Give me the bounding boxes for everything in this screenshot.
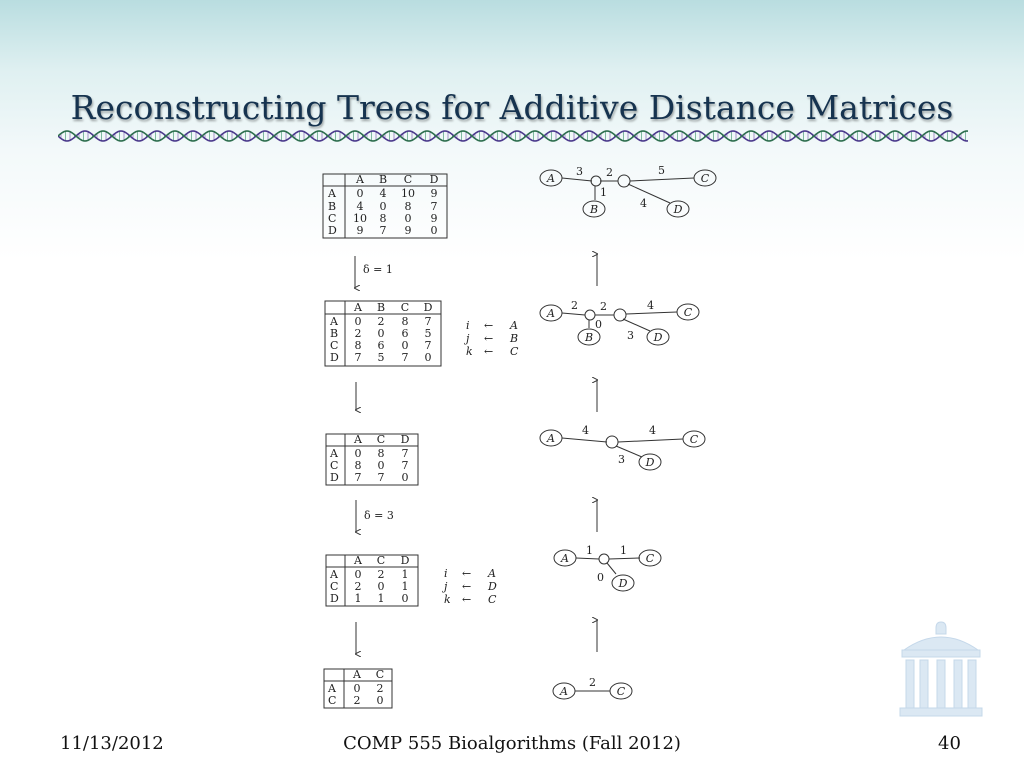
internal-node: [591, 176, 601, 186]
assign-value: A: [510, 319, 518, 332]
distance-matrix-1: [323, 173, 447, 238]
footer-course: COMP 555 Bioalgorithms (Fall 2012): [343, 733, 681, 754]
tree-4-labels: [560, 544, 655, 590]
matrix-cell: 0: [430, 224, 438, 237]
assign-var: i: [466, 319, 470, 332]
matrix-cell: 0: [379, 200, 387, 213]
matrix-cell: 8: [379, 212, 387, 225]
matrix-cell: 2: [377, 568, 385, 581]
matrix-cell: 0: [377, 327, 385, 340]
matrix-header: A: [354, 433, 362, 446]
node-label: A: [560, 685, 568, 698]
node-label: C: [700, 172, 710, 185]
edge-weight: 2: [600, 300, 607, 313]
matrix-cell: 10: [353, 212, 367, 225]
node-label: C: [683, 306, 693, 319]
assign-var: k: [444, 593, 451, 606]
matrix-cell: 7: [401, 459, 409, 472]
matrix-cell: 0: [356, 187, 364, 200]
node-label: C: [689, 433, 699, 446]
edge-weight: 3: [576, 165, 583, 178]
tree-5-labels: [559, 676, 626, 698]
tree-1-labels: [546, 164, 710, 216]
matrix-cell: 2: [377, 315, 385, 328]
matrix-row-label: A: [330, 568, 338, 581]
matrix-cell: 0: [401, 339, 409, 352]
node-label: C: [645, 552, 655, 565]
footer-page-number: 40: [938, 733, 961, 754]
dna-helix-decoration: [58, 128, 968, 144]
matrix-row-label: D: [328, 224, 337, 237]
matrix-cell: 4: [356, 200, 364, 213]
edge-weight: 2: [606, 166, 613, 179]
edge-weight: 1: [620, 544, 627, 557]
node-label: D: [673, 203, 683, 216]
assign-value: C: [510, 345, 519, 358]
matrix-header: B: [376, 301, 386, 314]
assign-var: k: [466, 345, 473, 358]
matrix-cell: 7: [354, 351, 362, 364]
assign-arrow: ←: [462, 567, 472, 580]
matrix-cell: 0: [353, 682, 361, 695]
distance-matrix-2: [325, 301, 441, 366]
matrix-cell: 6: [377, 339, 385, 352]
node-label: A: [561, 552, 569, 565]
matrix-header: D: [429, 173, 439, 186]
assign-value: D: [488, 580, 497, 593]
assignment-block-1: [463, 319, 519, 358]
assign-value: A: [488, 567, 496, 580]
internal-node: [585, 310, 595, 320]
matrix-cell: 2: [376, 682, 384, 695]
node-label: B: [589, 203, 599, 216]
tree-1: [540, 170, 716, 217]
assign-var: j: [466, 332, 470, 345]
matrix-cell: 0: [401, 471, 409, 484]
matrix-cell: 7: [401, 447, 409, 460]
matrix-cell: 7: [424, 315, 432, 328]
matrix-row-label: D: [330, 351, 339, 364]
matrix-cell: 7: [379, 224, 387, 237]
dna-divider: [58, 128, 968, 148]
internal-node: [618, 175, 630, 187]
matrix-cell: 7: [377, 471, 385, 484]
matrix-row-label: A: [328, 682, 336, 695]
matrix-header: A: [354, 301, 362, 314]
matrix-cell: 10: [401, 187, 415, 200]
node-label: A: [547, 432, 555, 445]
matrix-cell: 2: [354, 580, 362, 593]
matrix-cell: 2: [353, 694, 361, 707]
matrix-row-label: C: [330, 580, 339, 593]
matrix-cell: 0: [354, 568, 362, 581]
matrix-cell: 0: [377, 459, 385, 472]
matrix-cell: 8: [401, 315, 409, 328]
matrix-cell: 0: [376, 694, 384, 707]
matrix-header: D: [400, 433, 410, 446]
edge-weight: 1: [586, 544, 593, 557]
matrix-row-label: C: [328, 212, 337, 225]
matrix-row-label: D: [330, 592, 339, 605]
assign-value: C: [488, 593, 497, 606]
assign-arrow: ←: [484, 319, 494, 332]
matrix-row-label: C: [330, 459, 339, 472]
matrix-header: C: [376, 433, 386, 446]
assign-arrow: ←: [484, 345, 494, 358]
distance-matrix-5: [324, 668, 392, 708]
edge-weight: 0: [595, 318, 602, 331]
edge-weight: 2: [589, 676, 596, 689]
old-well-icon: [896, 620, 986, 720]
matrix-cell: 0: [354, 447, 362, 460]
tree-reconstruction-figure: [300, 160, 730, 719]
edge-weight: 1: [600, 186, 607, 199]
delta-label: δ = 3: [364, 509, 394, 522]
distance-matrix-3: [326, 433, 418, 485]
footer-date: 11/13/2012: [60, 733, 164, 754]
matrix-cell: 0: [401, 592, 409, 605]
matrix-cell: 8: [354, 459, 362, 472]
matrix-cell: 9: [430, 212, 438, 225]
delta-label: δ = 1: [363, 263, 393, 276]
internal-node: [606, 436, 618, 448]
matrix-cell: 1: [354, 592, 362, 605]
assign-value: B: [510, 332, 519, 345]
node-label: A: [547, 172, 555, 185]
matrix-cell: 5: [424, 327, 432, 340]
edge-weight: 2: [571, 299, 578, 312]
matrix-cell: 7: [424, 339, 432, 352]
node-label: A: [547, 307, 555, 320]
matrix-header: D: [400, 554, 410, 567]
node-label: D: [653, 331, 663, 344]
matrix-cell: 1: [401, 580, 409, 593]
edge-weight: 4: [649, 424, 656, 437]
matrix-cell: 1: [377, 592, 385, 605]
assign-var: i: [444, 567, 448, 580]
edge-weight: 4: [640, 197, 647, 210]
node-label: B: [584, 331, 594, 344]
edge-weight: 0: [597, 571, 604, 584]
matrix-row-label: A: [330, 447, 338, 460]
node-label: D: [645, 456, 655, 469]
matrix-cell: 9: [430, 187, 438, 200]
matrix-cell: 0: [404, 212, 412, 225]
matrix-cell: 7: [354, 471, 362, 484]
matrix-header: C: [375, 668, 385, 681]
matrix-row-label: B: [328, 200, 337, 213]
matrix-header: A: [353, 668, 361, 681]
assign-arrow: ←: [484, 332, 494, 345]
matrix-header: C: [403, 173, 413, 186]
matrix-header: A: [356, 173, 364, 186]
old-well-logo: [896, 620, 986, 724]
edge-weight: 4: [647, 299, 654, 312]
assignment-block-2: [441, 567, 497, 606]
matrix-cell: 0: [424, 351, 432, 364]
matrix-row-label: B: [330, 327, 339, 340]
matrix-header: A: [354, 554, 362, 567]
matrix-row-label: A: [330, 315, 338, 328]
matrix-cell: 0: [354, 315, 362, 328]
distance-matrix-4: [326, 554, 418, 606]
tree-2-labels: [546, 299, 693, 344]
assign-arrow: ←: [462, 593, 472, 606]
matrix-cell: 7: [401, 351, 409, 364]
internal-node: [599, 554, 609, 564]
matrix-header: B: [378, 173, 388, 186]
edge-weight: 3: [618, 453, 625, 466]
matrix-cell: 2: [354, 327, 362, 340]
internal-node: [614, 309, 626, 321]
node-label: C: [616, 685, 626, 698]
edge-weight: 4: [582, 424, 589, 437]
matrix-header: C: [376, 554, 386, 567]
node-label: D: [618, 577, 628, 590]
slide-title: Reconstructing Trees for Additive Distance Matrices: [70, 88, 954, 127]
tree-2: [540, 304, 699, 345]
tree-3-labels: [546, 424, 699, 469]
assign-arrow: ←: [462, 580, 472, 593]
matrix-row-label: C: [328, 694, 337, 707]
matrix-cell: 1: [401, 568, 409, 581]
matrix-cell: 7: [430, 200, 438, 213]
matrix-header: C: [400, 301, 410, 314]
matrix-cell: 8: [354, 339, 362, 352]
matrix-row-label: D: [330, 471, 339, 484]
matrix-cell: 8: [404, 200, 412, 213]
matrix-header: D: [423, 301, 433, 314]
matrix-cell: 0: [377, 580, 385, 593]
matrix-row-label: C: [330, 339, 339, 352]
assign-var: j: [444, 580, 448, 593]
matrix-cell: 9: [404, 224, 412, 237]
matrix-cell: 8: [377, 447, 385, 460]
matrix-cell: 9: [356, 224, 364, 237]
matrix-cell: 6: [401, 327, 409, 340]
edge-weight: 5: [658, 164, 665, 177]
matrix-cell: 5: [377, 351, 385, 364]
figure-svg: [300, 160, 730, 715]
matrix-cell: 4: [379, 187, 387, 200]
edge-weight: 3: [627, 329, 634, 342]
matrix-row-label: A: [328, 187, 336, 200]
